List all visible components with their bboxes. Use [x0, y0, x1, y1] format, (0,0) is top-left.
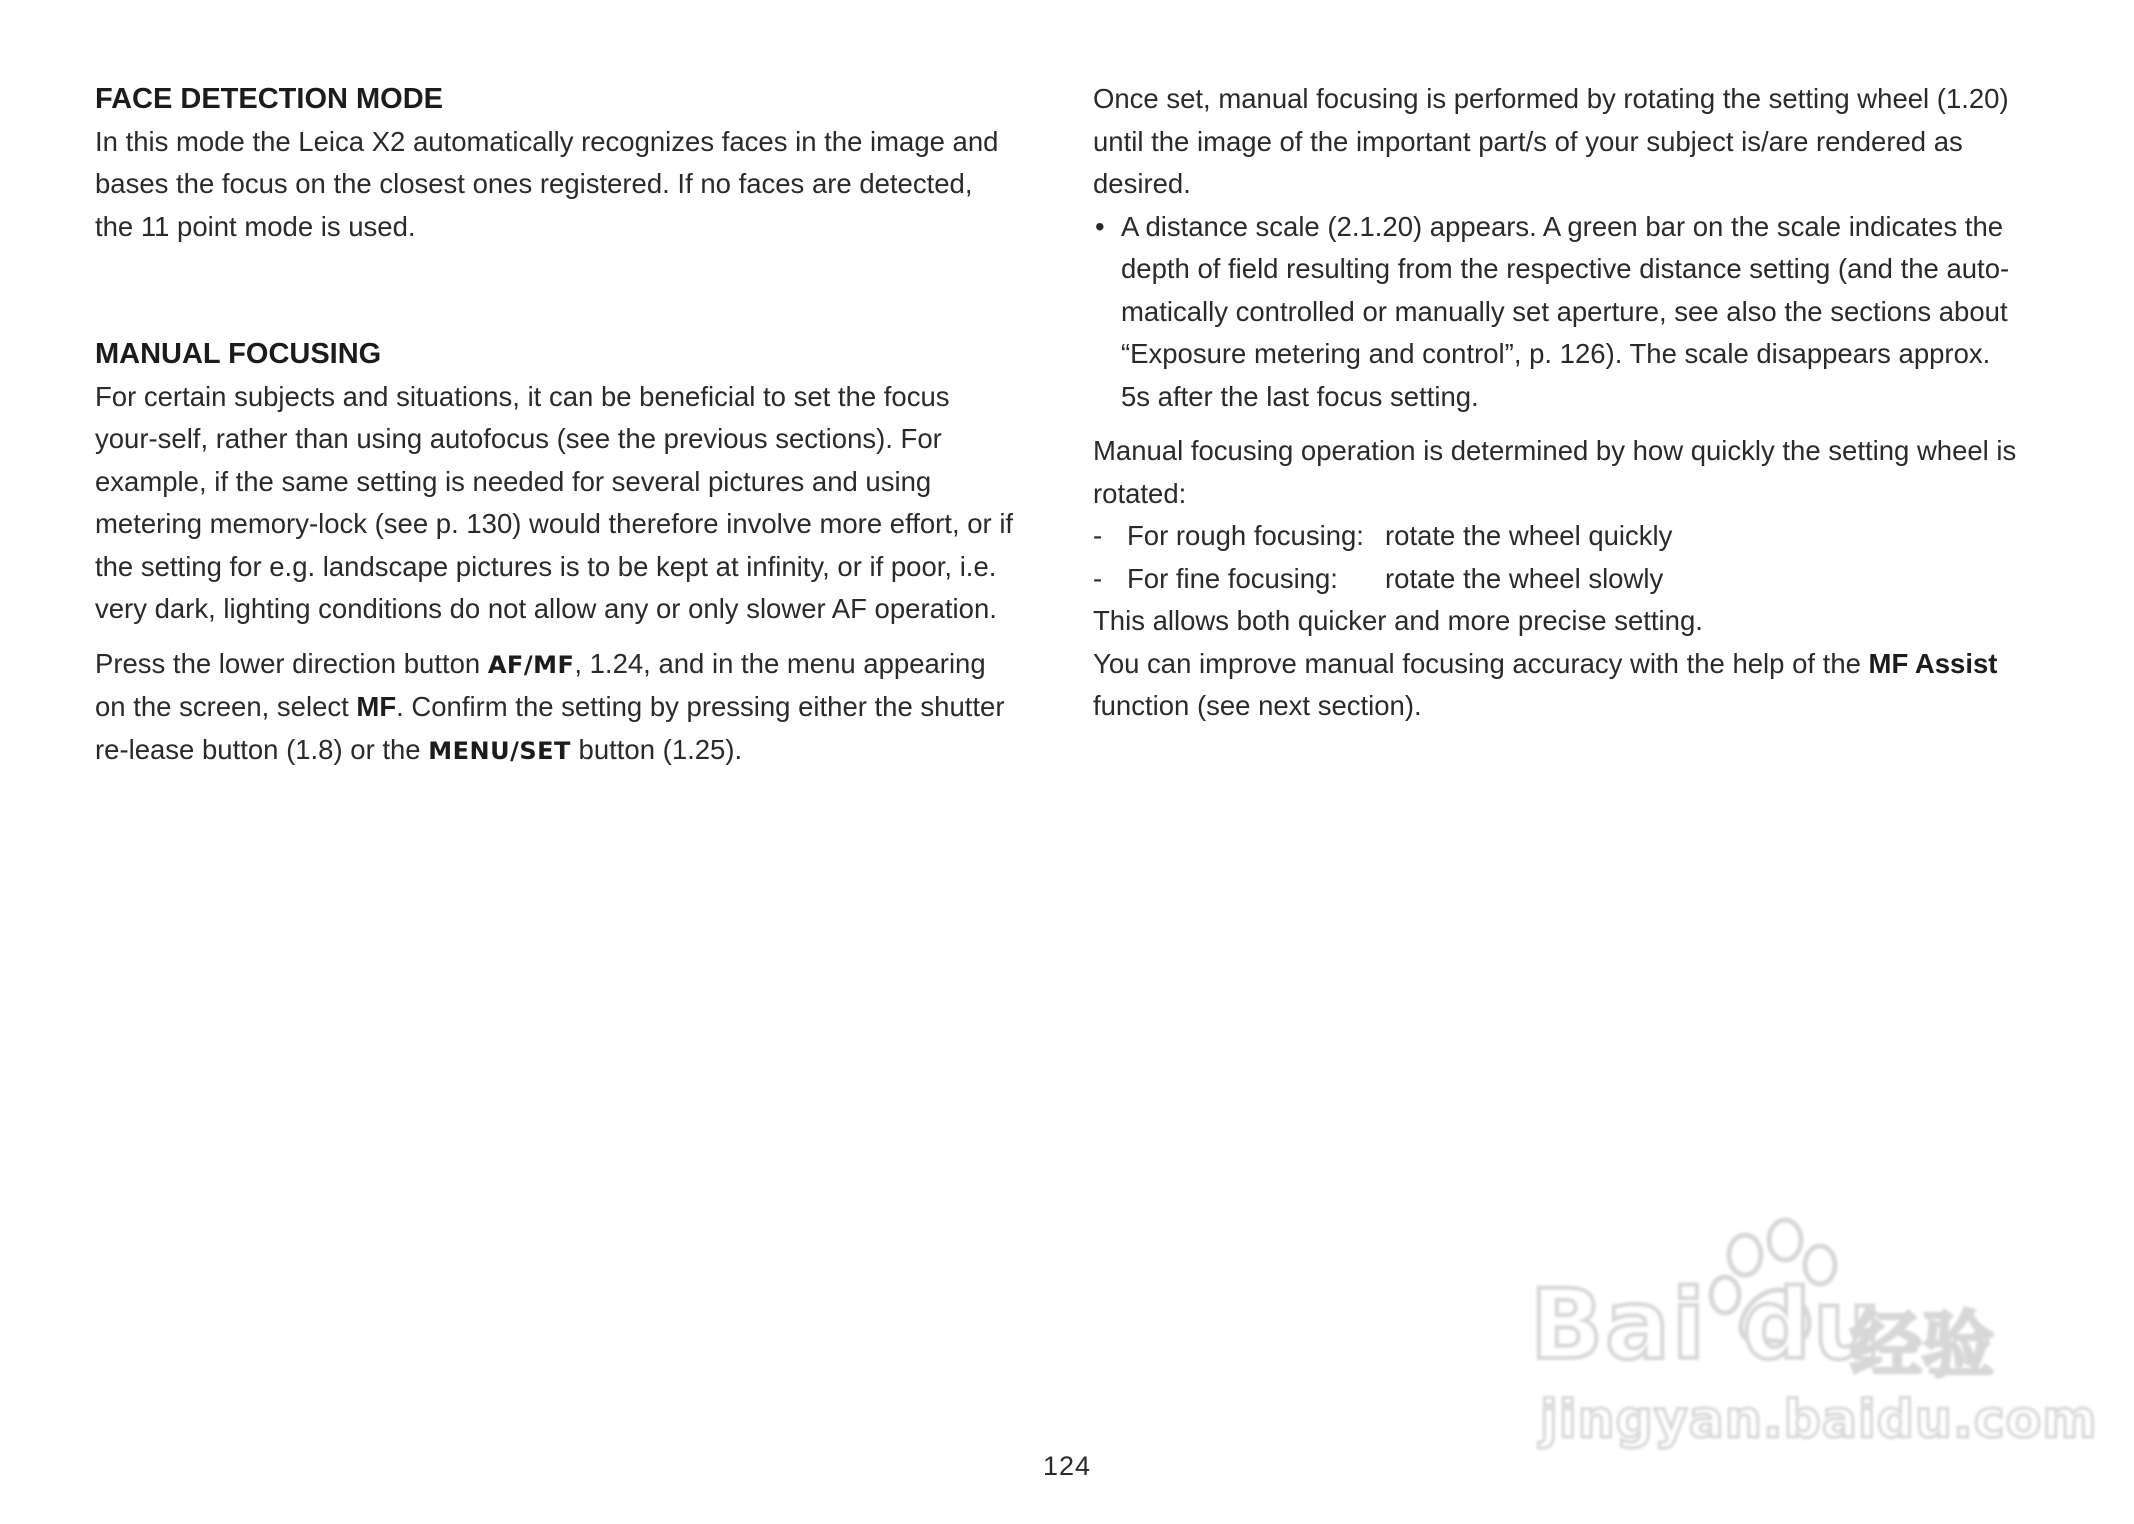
face-detection-text: In this mode the Leica X2 automatically recognizes faces in the image and bases the focus on the closest ones registered. If no faces are detected, the 11 point mode is used.	[95, 125, 999, 242]
face-detection-heading: FACE DETECTION MODE	[95, 83, 444, 115]
dash-value: rotate the wheel slowly	[1385, 562, 1664, 594]
paragraph-spacer	[95, 631, 1015, 643]
baidu-watermark	[1520, 1210, 2098, 1470]
menu-set-keyword: MENU/SET	[428, 736, 571, 765]
dash-label: For fine focusing:	[1127, 562, 1338, 594]
press-button-paragraph	[95, 643, 1015, 773]
dash-item-fine	[1093, 558, 2023, 601]
af-mf-keyword: AF/MF	[487, 650, 575, 679]
page-number: 124	[1042, 1451, 1092, 1481]
manual-focusing-heading: MANUAL FOCUSING	[95, 338, 382, 370]
once-set-text: Once set, manual focusing is performed by rotating the setting wheel (1.20) until the image of the important part/s of your subject is/are rendered as desired.	[1093, 83, 2009, 199]
distance-scale-bullet	[1093, 206, 2023, 419]
press-text-3: . Confirm the setting by pressing either the shutter re-lease button (1.8) or the	[95, 691, 1005, 765]
improve-text-2: function (see next section).	[1093, 690, 1422, 721]
operation-text: Manual focusing operation is determined by how quickly the setting wheel is rotated:	[1093, 435, 2017, 509]
watermark-main-text: Bai du	[1530, 1269, 1884, 1381]
dash-mark: -	[1093, 520, 1103, 551]
improve-paragraph	[1093, 643, 2023, 728]
dash-mark: -	[1093, 562, 1103, 594]
allows-text: This allows both quicker and more precise setting.	[1093, 605, 1703, 636]
press-text-2: , 1.24, and in the menu appearing on the screen, select	[95, 647, 986, 722]
section-spacer	[95, 248, 1015, 333]
left-column	[95, 78, 1015, 772]
watermark-cn-text: 经验	[1850, 1303, 1995, 1387]
mf-keyword: MF	[356, 691, 397, 722]
dash-label: For rough focusing:	[1127, 520, 1364, 551]
improve-text-1: You can improve manual focusing accuracy with the help of the	[1093, 647, 1869, 679]
press-text-1: Press the lower direction button	[95, 647, 488, 679]
right-column	[1093, 78, 2023, 728]
dash-item-rough	[1093, 515, 2023, 558]
dash-value: rotate the wheel quickly	[1385, 520, 1673, 551]
bullet-dot: •	[1095, 210, 1105, 242]
mf-assist-keyword: MF Assist	[1868, 647, 1998, 679]
watermark-url-text: jingyan.baidu.com	[1540, 1390, 2098, 1450]
bullet-text: A distance scale (2.1.20) appears. A green bar on the scale indicates the depth of field resulting from the respective distance setting (and the auto-matically controlled or manually set aperture, see also the sections about “Exposure metering and control”, p. 126). The scale disappears approx. 5s after the last focus setting.	[1121, 210, 2010, 412]
manual-focusing-text: For certain subjects and situations, it can be beneficial to set the focus your-self, rather than using autofocus (see the previous sections). For example, if the same setting is needed for several pictures and using metering memory-lock (see p. 130) would therefore involve more effort, or if the setting for e.g. landscape pictures is to be kept at infinity, or if poor, i.e. very dark, lighting conditions do not allow any or only slower AF operation.	[95, 380, 1014, 624]
press-text-4: button (1.25).	[570, 733, 743, 765]
paragraph-spacer	[1093, 418, 2023, 430]
